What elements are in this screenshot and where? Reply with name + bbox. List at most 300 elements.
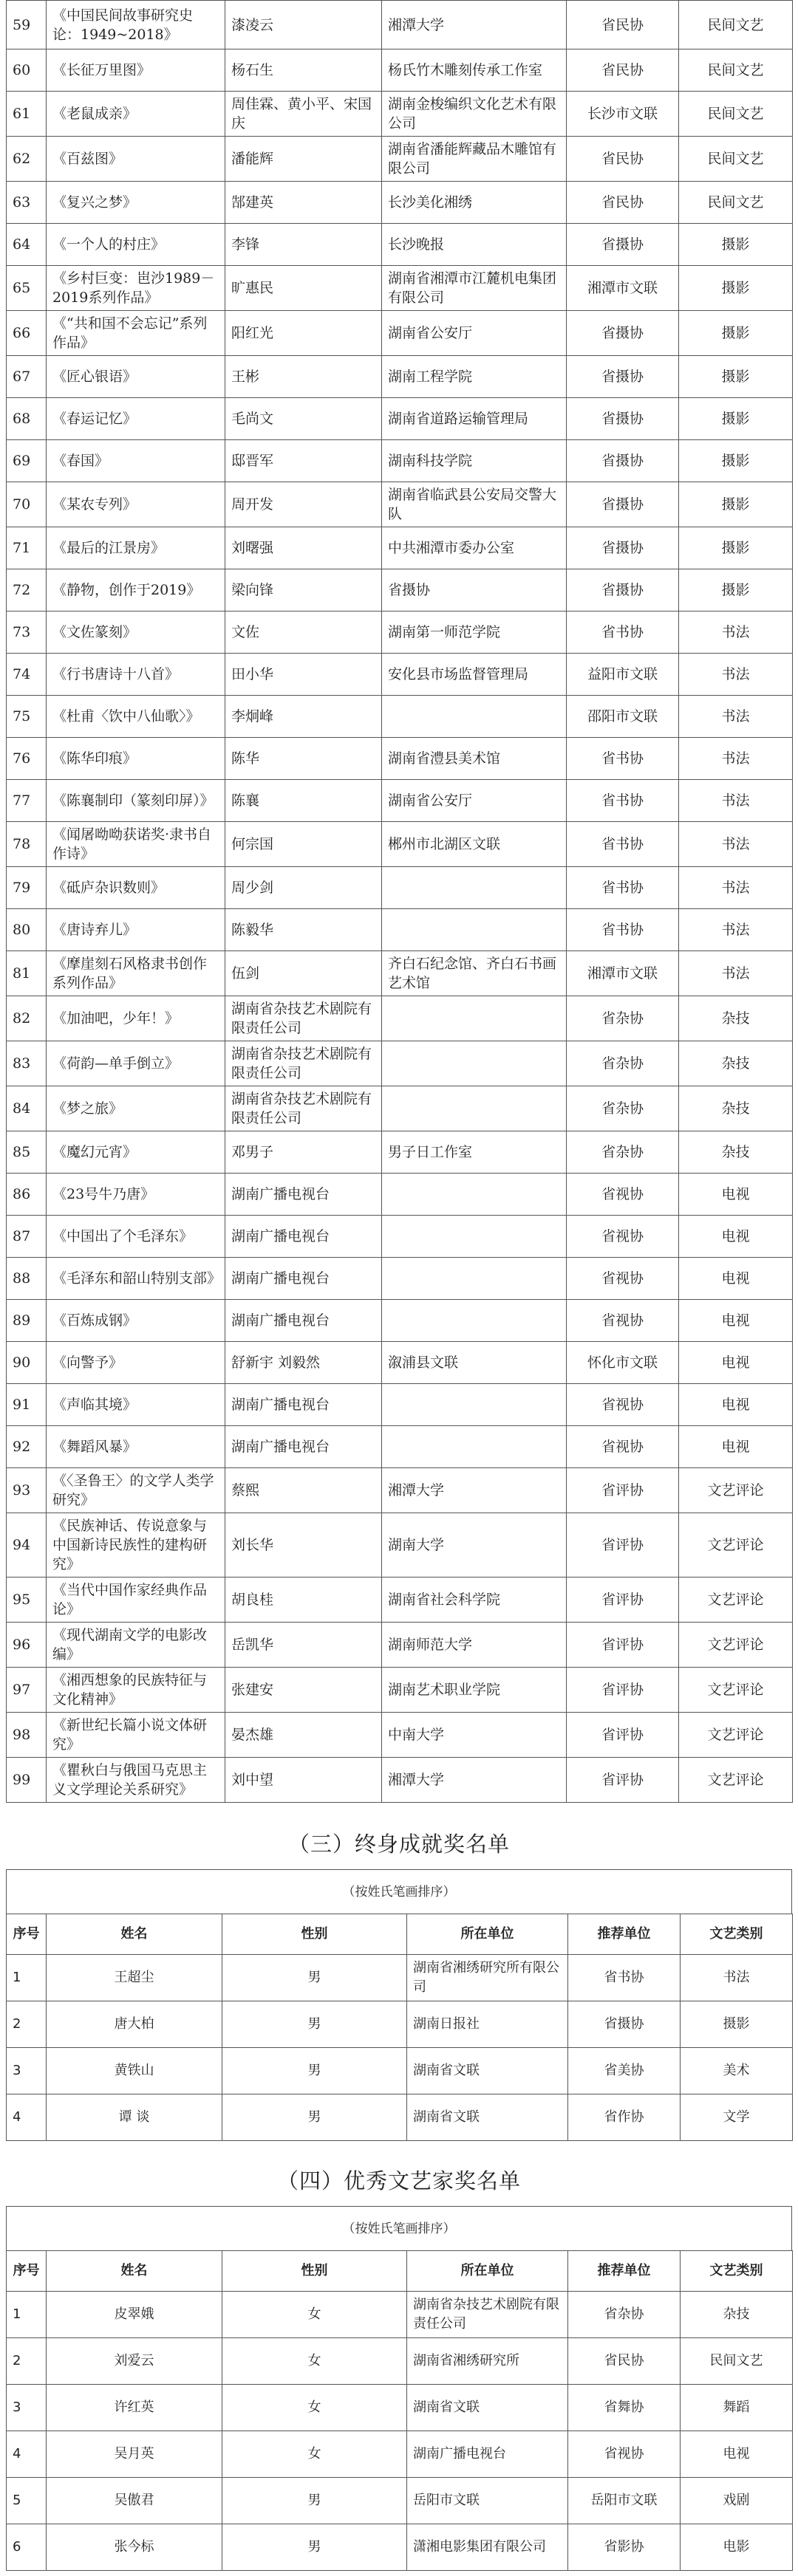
author: 舒新宇 刘毅然 (225, 1342, 382, 1384)
row-number: 65 (7, 266, 47, 311)
row-number: 70 (7, 482, 47, 527)
row-number: 4 (7, 2094, 47, 2141)
work-unit: 湖南大学 (382, 1513, 567, 1578)
row-number: 89 (7, 1300, 47, 1342)
row-number: 76 (7, 738, 47, 780)
art-category: 文艺评论 (679, 1758, 793, 1803)
author: 张建安 (225, 1668, 382, 1713)
table-row (7, 1513, 793, 1578)
art-category: 书法 (679, 612, 793, 654)
table-row (7, 1258, 793, 1300)
art-category: 摄影 (679, 440, 793, 482)
row-number: 71 (7, 527, 47, 569)
person-name: 黄铁山 (47, 2048, 222, 2094)
work-title: 《向警予》 (47, 1342, 225, 1384)
table-row (7, 696, 793, 738)
table-row (7, 482, 793, 527)
work-title: 《荷韵—单手倒立》 (47, 1041, 225, 1086)
work-unit (382, 867, 567, 909)
work-title: 《一个人的村庄》 (47, 224, 225, 266)
author: 胡良桂 (225, 1578, 382, 1623)
work-unit (382, 1086, 567, 1131)
art-category: 戏剧 (681, 2478, 793, 2524)
person-name: 王超尘 (47, 1955, 222, 2001)
row-number: 59 (7, 1, 47, 49)
table-row (7, 1578, 793, 1623)
recommending-unit: 省视协 (567, 1258, 679, 1300)
work-title: 《春国》 (47, 440, 225, 482)
work-unit: 湖南省社会科学院 (382, 1578, 567, 1623)
recommending-unit: 省书协 (568, 1955, 681, 2001)
table-row (7, 1623, 793, 1668)
person-name: 吴月英 (47, 2431, 222, 2478)
author: 刘中望 (225, 1758, 382, 1803)
author: 岳凯华 (225, 1623, 382, 1668)
recommending-unit: 省视协 (567, 1384, 679, 1426)
recommending-unit: 省民协 (567, 49, 679, 92)
recommending-unit: 省作协 (568, 2094, 681, 2141)
row-number: 81 (7, 951, 47, 996)
author: 周少剑 (225, 867, 382, 909)
work-unit: 湖南艺术职业学院 (382, 1668, 567, 1713)
header-recommender: 推荐单位 (568, 2251, 681, 2292)
work-title: 《匠心银语》 (47, 356, 225, 398)
section3-header-row (7, 1914, 793, 1955)
lifetime-achievement-table (6, 1914, 793, 2141)
recommending-unit: 省影协 (568, 2524, 681, 2571)
row-number: 86 (7, 1174, 47, 1216)
award-list-body (7, 1, 793, 1803)
recommending-unit: 省摄协 (567, 356, 679, 398)
recommending-unit: 省摄协 (567, 398, 679, 440)
art-category: 摄影 (679, 266, 793, 311)
excellent-artist-table (6, 2250, 793, 2571)
work-unit: 湖南省杂技艺术剧院有限责任公司 (407, 2292, 568, 2338)
recommending-unit: 省摄协 (567, 224, 679, 266)
art-category: 电视 (679, 1300, 793, 1342)
recommending-unit: 省摄协 (568, 2001, 681, 2048)
art-category: 杂技 (679, 1131, 793, 1174)
row-number: 61 (7, 92, 47, 137)
work-title: 《〈圣鲁王〉的文学人类学研究》 (47, 1468, 225, 1513)
row-number: 82 (7, 996, 47, 1041)
recommending-unit: 省视协 (567, 1300, 679, 1342)
recommending-unit: 省视协 (567, 1216, 679, 1258)
work-title: 《行书唐诗十八首》 (47, 654, 225, 696)
table-row (7, 1174, 793, 1216)
work-unit: 湘潭大学 (382, 1468, 567, 1513)
author: 文佐 (225, 612, 382, 654)
work-title: 《陈襄制印（篆刻印屏）》 (47, 780, 225, 822)
table-row (7, 1426, 793, 1468)
art-category: 书法 (679, 909, 793, 951)
work-unit: 齐白石纪念馆、齐白石书画艺术馆 (382, 951, 567, 996)
row-number: 3 (7, 2048, 47, 2094)
row-number: 98 (7, 1713, 47, 1758)
work-unit (382, 996, 567, 1041)
table-row (7, 738, 793, 780)
work-unit: 湖南省湘绣研究所有限公司 (407, 1955, 568, 2001)
work-title: 《摩崖刻石风格隶书创作系列作品》 (47, 951, 225, 996)
art-category: 摄影 (679, 224, 793, 266)
person-name: 唐大柏 (47, 2001, 222, 2048)
author: 阳红光 (225, 311, 382, 356)
table-row (7, 1955, 793, 2001)
work-unit: 湖南省湘潭市江麓机电集团有限公司 (382, 266, 567, 311)
work-unit: 长沙晚报 (382, 224, 567, 266)
art-category: 摄影 (679, 311, 793, 356)
art-category: 杂技 (679, 1041, 793, 1086)
art-category: 摄影 (679, 527, 793, 569)
recommending-unit: 省民协 (567, 137, 679, 182)
table-row (7, 780, 793, 822)
art-category: 书法 (679, 738, 793, 780)
recommending-unit: 省视协 (568, 2431, 681, 2478)
author: 毛尚文 (225, 398, 382, 440)
work-unit: 湖南省湘绣研究所 (407, 2338, 568, 2385)
art-category: 电视 (681, 2431, 793, 2478)
work-unit (382, 1384, 567, 1426)
work-title: 《梦之旅》 (47, 1086, 225, 1131)
work-unit: 湖南金梭编织文化艺术有限公司 (382, 92, 567, 137)
row-number: 62 (7, 137, 47, 182)
person-name: 张今标 (47, 2524, 222, 2571)
row-number: 75 (7, 696, 47, 738)
row-number: 67 (7, 356, 47, 398)
art-category: 民间文艺 (679, 1, 793, 49)
section3-title: （三）终身成就奖名单 (287, 1832, 510, 1857)
table-row (7, 1086, 793, 1131)
table-row (7, 440, 793, 482)
table-row (7, 1384, 793, 1426)
recommending-unit: 省摄协 (567, 311, 679, 356)
work-unit (382, 1300, 567, 1342)
row-number: 80 (7, 909, 47, 951)
art-category: 书法 (679, 822, 793, 867)
author: 陈襄 (225, 780, 382, 822)
recommending-unit: 省评协 (567, 1513, 679, 1578)
work-title: 《中国民间故事研究史论：1949~2018》 (47, 1, 225, 49)
author: 湖南省杂技艺术剧院有限责任公司 (225, 1041, 382, 1086)
row-number: 84 (7, 1086, 47, 1131)
author: 陈华 (225, 738, 382, 780)
section4-title: （四）优秀文艺家奖名单 (276, 2168, 521, 2193)
work-unit: 湖南省公安厅 (382, 780, 567, 822)
art-category: 美术 (681, 2048, 793, 2094)
row-number: 2 (7, 2338, 47, 2385)
art-category: 文艺评论 (679, 1468, 793, 1513)
recommending-unit: 湘潭市文联 (567, 266, 679, 311)
art-category: 文艺评论 (679, 1668, 793, 1713)
row-number: 88 (7, 1258, 47, 1300)
section3-sort-note: （按姓氏笔画排序） (6, 1869, 792, 1914)
gender: 女 (222, 2292, 407, 2338)
recommending-unit: 省民协 (567, 1, 679, 49)
work-unit: 湖南师范大学 (382, 1623, 567, 1668)
art-category: 电视 (679, 1384, 793, 1426)
recommending-unit: 省摄协 (567, 440, 679, 482)
author: 湖南广播电视台 (225, 1426, 382, 1468)
header-category: 文艺类别 (681, 1914, 793, 1955)
row-number: 85 (7, 1131, 47, 1174)
recommending-unit: 省评协 (567, 1578, 679, 1623)
recommending-unit: 省杂协 (567, 996, 679, 1041)
author: 旷惠民 (225, 266, 382, 311)
recommending-unit: 省视协 (567, 1174, 679, 1216)
author: 田小华 (225, 654, 382, 696)
row-number: 69 (7, 440, 47, 482)
table-row (7, 1216, 793, 1258)
work-title: 《23号牛乃唐》 (47, 1174, 225, 1216)
work-title: 《百兹图》 (47, 137, 225, 182)
recommending-unit: 省书协 (567, 780, 679, 822)
recommending-unit: 省摄协 (567, 527, 679, 569)
table-row (7, 2478, 793, 2524)
section4-sort-note: （按姓氏笔画排序） (6, 2206, 792, 2250)
author: 湖南广播电视台 (225, 1384, 382, 1426)
row-number: 63 (7, 182, 47, 224)
recommending-unit: 邵阳市文联 (567, 696, 679, 738)
row-number: 78 (7, 822, 47, 867)
work-title: 《毛泽东和韶山特别支部》 (47, 1258, 225, 1300)
row-number: 91 (7, 1384, 47, 1426)
recommending-unit: 省舞协 (568, 2385, 681, 2431)
header-number: 序号 (7, 1914, 47, 1955)
author: 漆凌云 (225, 1, 382, 49)
work-unit: 湖南省文联 (407, 2094, 568, 2141)
author: 李锋 (225, 224, 382, 266)
table-row (7, 398, 793, 440)
row-number: 73 (7, 612, 47, 654)
person-name: 许红英 (47, 2385, 222, 2431)
header-gender: 性别 (222, 1914, 407, 1955)
work-unit: 男子日工作室 (382, 1131, 567, 1174)
author: 刘曙强 (225, 527, 382, 569)
work-unit: 湘潭大学 (382, 1758, 567, 1803)
table-row (7, 527, 793, 569)
work-title: 《湘西想象的民族特征与文化精神》 (47, 1668, 225, 1713)
art-category: 杂技 (679, 996, 793, 1041)
author: 郜建英 (225, 182, 382, 224)
recommending-unit: 省民协 (568, 2338, 681, 2385)
table-row (7, 182, 793, 224)
row-number: 60 (7, 49, 47, 92)
recommending-unit: 省杂协 (568, 2292, 681, 2338)
row-number: 64 (7, 224, 47, 266)
table-row (7, 2094, 793, 2141)
row-number: 94 (7, 1513, 47, 1578)
table-row (7, 1668, 793, 1713)
work-unit (382, 1216, 567, 1258)
author: 湖南广播电视台 (225, 1174, 382, 1216)
row-number: 1 (7, 2292, 47, 2338)
work-title: 《杜甫〈饮中八仙歌〉》 (47, 696, 225, 738)
art-category: 舞蹈 (681, 2385, 793, 2431)
table-row (7, 1041, 793, 1086)
work-unit: 湖南省文联 (407, 2048, 568, 2094)
table-row (7, 2385, 793, 2431)
recommending-unit: 省民协 (567, 182, 679, 224)
work-unit (382, 1258, 567, 1300)
work-unit: 湖南科技学院 (382, 440, 567, 482)
recommending-unit: 省视协 (567, 1426, 679, 1468)
work-unit: 省摄协 (382, 569, 567, 612)
row-number: 77 (7, 780, 47, 822)
row-number: 95 (7, 1578, 47, 1623)
recommending-unit: 省杂协 (567, 1131, 679, 1174)
table-row (7, 266, 793, 311)
row-number: 5 (7, 2478, 47, 2524)
gender: 男 (222, 2478, 407, 2524)
recommending-unit: 省评协 (567, 1758, 679, 1803)
author: 湖南省杂技艺术剧院有限责任公司 (225, 996, 382, 1041)
work-unit: 湖南省临武县公安局交警大队 (382, 482, 567, 527)
art-category: 摄影 (679, 356, 793, 398)
recommending-unit: 省评协 (567, 1668, 679, 1713)
table-row (7, 224, 793, 266)
work-title: 《闻屠呦呦获诺奖·隶书自作诗》 (47, 822, 225, 867)
work-title: 《唐诗弃儿》 (47, 909, 225, 951)
recommending-unit: 省评协 (567, 1468, 679, 1513)
work-unit (382, 909, 567, 951)
row-number: 2 (7, 2001, 47, 2048)
table-row (7, 996, 793, 1041)
table-row (7, 49, 793, 92)
author: 湖南省杂技艺术剧院有限责任公司 (225, 1086, 382, 1131)
person-name: 刘爱云 (47, 2338, 222, 2385)
recommending-unit: 省摄协 (567, 569, 679, 612)
work-unit (382, 1041, 567, 1086)
author: 梁向锋 (225, 569, 382, 612)
header-gender: 性别 (222, 2251, 407, 2292)
gender: 男 (222, 1955, 407, 2001)
author: 周开发 (225, 482, 382, 527)
row-number: 87 (7, 1216, 47, 1258)
art-category: 文艺评论 (679, 1623, 793, 1668)
header-unit: 所在单位 (407, 1914, 568, 1955)
work-title: 《砥庐杂识数则》 (47, 867, 225, 909)
work-title: 《某农专列》 (47, 482, 225, 527)
work-title: 《文佐篆刻》 (47, 612, 225, 654)
recommending-unit: 省书协 (567, 909, 679, 951)
header-name: 姓名 (47, 2251, 222, 2292)
art-category: 摄影 (679, 398, 793, 440)
author: 伍剑 (225, 951, 382, 996)
art-category: 摄影 (681, 2001, 793, 2048)
table-row (7, 1713, 793, 1758)
person-name: 吴傲君 (47, 2478, 222, 2524)
table-row (7, 2292, 793, 2338)
work-unit: 湖南省潘能辉藏品木雕馆有限公司 (382, 137, 567, 182)
table-row (7, 867, 793, 909)
header-recommender: 推荐单位 (568, 1914, 681, 1955)
author: 蔡熙 (225, 1468, 382, 1513)
work-title: 《瞿秋白与俄国马克思主义文学理论关系研究》 (47, 1758, 225, 1803)
row-number: 66 (7, 311, 47, 356)
work-unit: 湖南工程学院 (382, 356, 567, 398)
table-row (7, 92, 793, 137)
work-title: 《长征万里图》 (47, 49, 225, 92)
work-title: 《加油吧，少年！》 (47, 996, 225, 1041)
art-category: 电视 (679, 1342, 793, 1384)
recommending-unit: 省杂协 (567, 1086, 679, 1131)
table-row (7, 2338, 793, 2385)
table-row (7, 1468, 793, 1513)
work-unit: 安化县市场监督管理局 (382, 654, 567, 696)
gender: 女 (222, 2385, 407, 2431)
author: 何宗国 (225, 822, 382, 867)
work-unit: 湖南省公安厅 (382, 311, 567, 356)
work-title: 《民族神话、传说意象与中国新诗民族性的建构研究》 (47, 1513, 225, 1578)
recommending-unit: 省书协 (567, 738, 679, 780)
art-category: 书法 (679, 696, 793, 738)
work-unit: 杨氏竹木雕刻传承工作室 (382, 49, 567, 92)
work-unit: 湖南第一师范学院 (382, 612, 567, 654)
recommending-unit: 省书协 (567, 867, 679, 909)
work-unit: 岳阳市文联 (407, 2478, 568, 2524)
work-unit: 长沙美化湘绣 (382, 182, 567, 224)
art-category: 书法 (679, 780, 793, 822)
work-title: 《声临其境》 (47, 1384, 225, 1426)
author: 晏杰雄 (225, 1713, 382, 1758)
award-list-table (6, 0, 793, 1803)
art-category: 电影 (681, 2524, 793, 2571)
recommending-unit: 省美协 (568, 2048, 681, 2094)
recommending-unit: 湘潭市文联 (567, 951, 679, 996)
table-row (7, 654, 793, 696)
row-number: 72 (7, 569, 47, 612)
gender: 男 (222, 2524, 407, 2571)
recommending-unit: 省评协 (567, 1713, 679, 1758)
work-unit: 湖南日报社 (407, 2001, 568, 2048)
header-category: 文艺类别 (681, 2251, 793, 2292)
art-category: 文艺评论 (679, 1513, 793, 1578)
gender: 男 (222, 2048, 407, 2094)
art-category: 文艺评论 (679, 1578, 793, 1623)
person-name: 皮翠娥 (47, 2292, 222, 2338)
row-number: 74 (7, 654, 47, 696)
work-unit: 湖南广播电视台 (407, 2431, 568, 2478)
header-unit: 所在单位 (407, 2251, 568, 2292)
work-unit: 湖南省道路运输管理局 (382, 398, 567, 440)
work-title: 《“共和国不会忘记”系列作品》 (47, 311, 225, 356)
work-unit: 中南大学 (382, 1713, 567, 1758)
gender: 女 (222, 2338, 407, 2385)
work-title: 《中国出了个毛泽东》 (47, 1216, 225, 1258)
recommending-unit: 益阳市文联 (567, 654, 679, 696)
author: 李炯峰 (225, 696, 382, 738)
art-category: 民间文艺 (681, 2338, 793, 2385)
work-title: 《最后的江景房》 (47, 527, 225, 569)
recommending-unit: 长沙市文联 (567, 92, 679, 137)
author: 潘能辉 (225, 137, 382, 182)
row-number: 97 (7, 1668, 47, 1713)
art-category: 电视 (679, 1426, 793, 1468)
recommending-unit: 省杂协 (567, 1041, 679, 1086)
row-number: 96 (7, 1623, 47, 1668)
table-row (7, 2001, 793, 2048)
author: 邸晋军 (225, 440, 382, 482)
table-row (7, 1, 793, 49)
art-category: 杂技 (679, 1086, 793, 1131)
recommending-unit: 岳阳市文联 (568, 2478, 681, 2524)
work-unit: 湘潭大学 (382, 1, 567, 49)
table-row (7, 1131, 793, 1174)
row-number: 79 (7, 867, 47, 909)
art-category: 书法 (679, 951, 793, 996)
recommending-unit: 省书协 (567, 822, 679, 867)
art-category: 民间文艺 (679, 137, 793, 182)
